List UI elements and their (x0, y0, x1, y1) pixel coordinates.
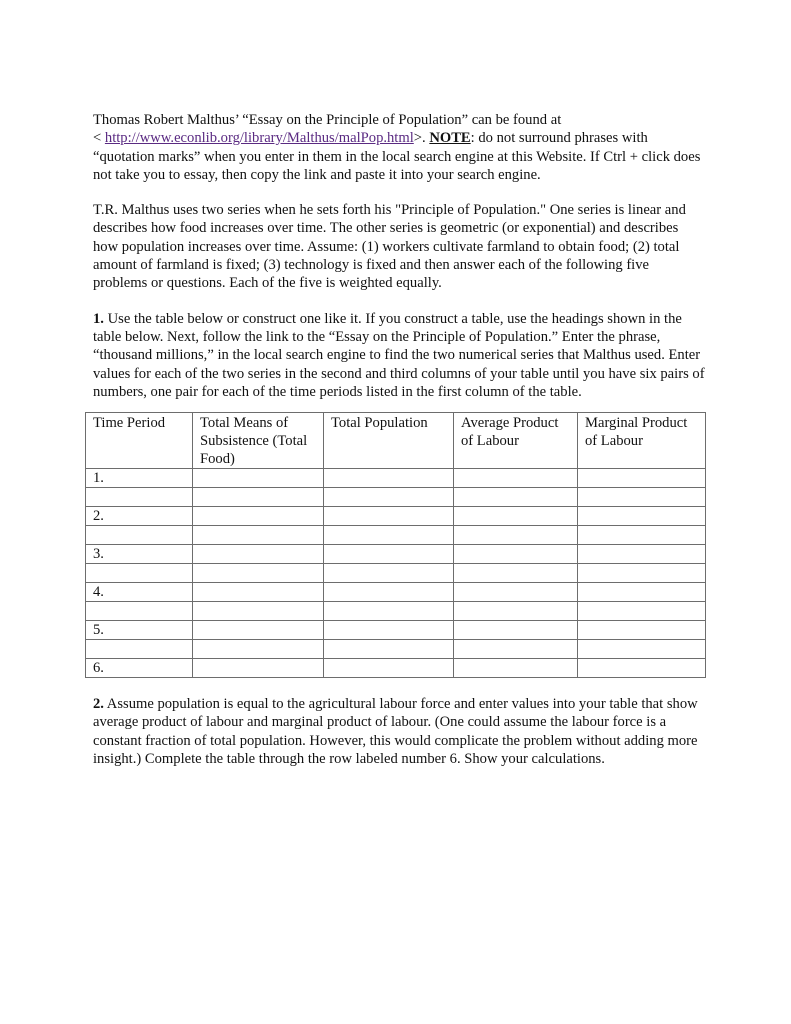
table-cell[interactable] (324, 469, 454, 488)
table-cell[interactable] (454, 640, 578, 659)
series-paragraph: T.R. Malthus uses two series when he sets forth his "Principle of Population." One series is linear and describes how food increases over time. The other series is geometric (or exponential) and describes how population increases over time. Assume: (1) workers cultivate farmland to obtain food; (2) total amount of farmland is fixed; (3) technology is fixed and then answer each of the following five problems or questions. Each of the five is weighted equally. (93, 202, 686, 292)
row-label: 5. (86, 621, 193, 640)
table-cell[interactable] (86, 640, 193, 659)
table-cell[interactable] (578, 526, 706, 545)
header-total-population: Total Population (324, 413, 454, 469)
table-cell[interactable] (86, 488, 193, 507)
question-1-number: 1. (93, 310, 104, 327)
table-cell[interactable] (193, 507, 324, 526)
link-close-bracket: >. (413, 130, 430, 147)
question-2-number: 2. (93, 696, 104, 713)
intro-paragraph (93, 111, 705, 184)
document-page (93, 111, 705, 768)
row-label: 4. (86, 583, 193, 602)
table-cell[interactable] (193, 583, 324, 602)
table-cell[interactable] (86, 526, 193, 545)
question-1 (93, 310, 705, 401)
table-header-row (86, 413, 706, 469)
table-row-blank (86, 526, 706, 545)
table-row-blank (86, 488, 706, 507)
row-label: 3. (86, 545, 193, 564)
table-cell[interactable] (324, 659, 454, 678)
table-cell[interactable] (578, 507, 706, 526)
table-cell[interactable] (193, 469, 324, 488)
table-row-blank (86, 602, 706, 621)
note-text: : do not surround phrases with “quotation marks” when you enter in them in the local search engine at this Website. If Ctrl + click does not take you to essay, then copy the link and paste it into your search engine. (93, 130, 701, 183)
table-cell[interactable] (324, 621, 454, 640)
table-cell[interactable] (193, 621, 324, 640)
table-cell[interactable] (454, 488, 578, 507)
table-cell[interactable] (454, 621, 578, 640)
table-cell[interactable] (578, 545, 706, 564)
table-cell[interactable] (578, 583, 706, 602)
question-1-text: Use the table below or construct one like it. If you construct a table, use the headings shown in the table below. Next, follow the link to the “Essay on the Principle of Population.” Enter the phrase, “thousand millions,” in the local search engine to find the two numerical series that Malthus used. Enter values for each of the two series in the second and third columns of your table until you have six pairs of numbers, one pair for each of the time periods listed in the first column of the table. (93, 310, 705, 400)
table-cell[interactable] (193, 526, 324, 545)
table-row (86, 469, 706, 488)
header-time-period: Time Period (86, 413, 193, 469)
table-row-blank (86, 640, 706, 659)
table-cell[interactable] (454, 659, 578, 678)
note-label: NOTE (429, 130, 471, 147)
table-cell[interactable] (324, 640, 454, 659)
question-2-text: Assume population is equal to the agricultural labour force and enter values into your table that show average product of labour and marginal product of labour. (One could assume the labour force is a constant fraction of total population. However, this would complicate the problem without adding more insight.) Complete the table through the row labeled number 6. Show your calculations. (93, 696, 698, 768)
table-cell[interactable] (324, 507, 454, 526)
table-cell[interactable] (324, 526, 454, 545)
table-cell[interactable] (454, 564, 578, 583)
header-marginal-product: Marginal Product of Labour (578, 413, 706, 469)
table-cell[interactable] (578, 659, 706, 678)
table-row-blank (86, 564, 706, 583)
table-row (86, 659, 706, 678)
table-cell[interactable] (193, 545, 324, 564)
table-cell[interactable] (193, 488, 324, 507)
table-row (86, 583, 706, 602)
table-row (86, 621, 706, 640)
link-open-bracket: < (93, 130, 105, 147)
header-total-means-of-subsistence: Total Means of Subsistence (Total Food) (193, 413, 324, 469)
question-2 (93, 695, 705, 768)
table-cell[interactable] (193, 564, 324, 583)
row-label: 1. (86, 469, 193, 488)
table-cell[interactable] (578, 640, 706, 659)
table-cell[interactable] (324, 583, 454, 602)
table-cell[interactable] (86, 564, 193, 583)
table-cell[interactable] (193, 602, 324, 621)
table-cell[interactable] (578, 602, 706, 621)
table-cell[interactable] (454, 469, 578, 488)
table-cell[interactable] (324, 545, 454, 564)
table-cell[interactable] (454, 507, 578, 526)
table-cell[interactable] (454, 583, 578, 602)
intro-text: Thomas Robert Malthus’ “Essay on the Principle of Population” can be found at (93, 112, 562, 128)
econlib-link[interactable]: http://www.econlib.org/library/Malthus/malPop.html (104, 130, 414, 147)
row-label: 2. (86, 507, 193, 526)
table-cell[interactable] (324, 602, 454, 621)
table-cell[interactable] (86, 602, 193, 621)
table-cell[interactable] (324, 564, 454, 583)
table-cell[interactable] (454, 602, 578, 621)
table-cell[interactable] (578, 564, 706, 583)
table-cell[interactable] (193, 640, 324, 659)
header-average-product: Average Product of Labour (454, 413, 578, 469)
table-cell[interactable] (578, 469, 706, 488)
table-row (86, 507, 706, 526)
table-cell[interactable] (454, 545, 578, 564)
table-row (86, 545, 706, 564)
population-table (85, 412, 706, 678)
table-cell[interactable] (454, 526, 578, 545)
table-cell[interactable] (578, 488, 706, 507)
row-label: 6. (86, 659, 193, 678)
table-cell[interactable] (193, 659, 324, 678)
table-cell[interactable] (324, 488, 454, 507)
table-cell[interactable] (578, 621, 706, 640)
